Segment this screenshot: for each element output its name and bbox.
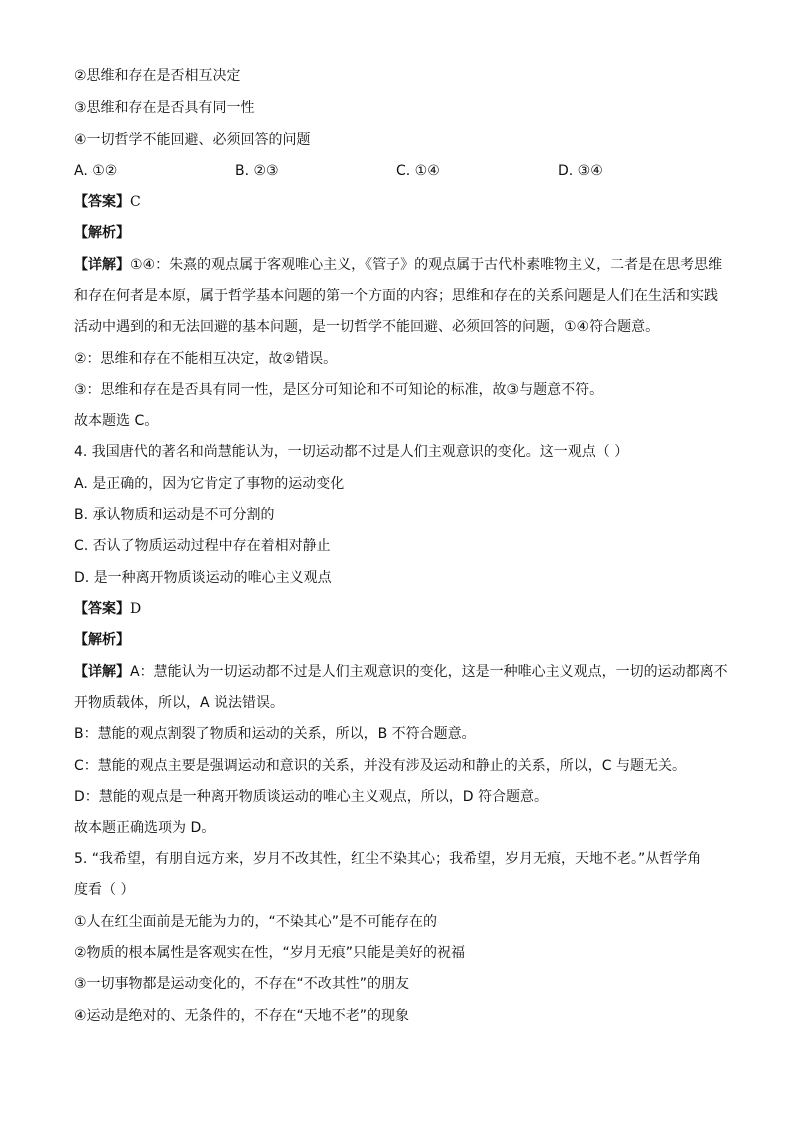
detail-label: 【详解】 [74,257,130,273]
q3-item-2: ②思维和存在是否相互决定 [74,68,241,84]
q5-stem-line-1: 5. “我希望，有朋自远方来，岁月不改其性，红尘不染其心；我希望，岁月无痕，天地不老。”从哲学角 [74,851,702,867]
q5-item-2: ②物质的根本属性是客观实在性，“岁月无痕”只能是美好的祝福 [74,945,466,961]
q3-option-d: D. ③④ [558,163,603,179]
q5-item-4: ④运动是绝对的、无条件的，不存在“天地不老”的现象 [74,1008,410,1024]
q4-detail-line-1 [74,662,728,682]
answer-value: D [130,601,142,617]
q4-option-c: C. 否认了物质运动过程中存在着相对静止 [74,538,331,554]
q3-detail-line-3: 活动中遇到的和无法回避的基本问题，是一切哲学不能回避、必须回答的问题，①④符合题意。 [74,319,660,335]
answer-label: 【答案】 [74,194,130,210]
q5-stem-line-2: 度看（ ） [74,882,135,898]
q4-stem: 4. 我国唐代的著名和尚慧能认为，一切运动都不过是人们主观意识的变化。这一观点（ ） [74,444,629,460]
q3-detail-line-1 [74,255,724,275]
detail-text: ①④：朱熹的观点属于客观唯心主义，《管子》的观点属于古代朴素唯物主义，二者是在思考思维 [130,257,723,273]
q3-detail-line-2: 和存在何者是本原，属于哲学基本问题的第一个方面的内容；思维和存在的关系问题是人们在生活和实践 [74,288,718,304]
q4-analysis-label: 【解析】 [74,632,130,648]
q3-conclusion: 故本题选 C。 [74,413,159,429]
q3-detail-line-4: ②：思维和存在不能相互决定，故②错误。 [74,351,338,367]
answer-label: 【答案】 [74,601,130,617]
q5-item-3: ③一切事物都是运动变化的，不存在“不改其性”的朋友 [74,976,410,992]
q3-option-b: B. ②③ [235,163,279,179]
q3-analysis-label: 【解析】 [74,225,130,241]
q4-detail-line-2: 开物质载体，所以，A 说法错误。 [74,695,285,711]
q4-conclusion: 故本题正确选项为 D。 [74,820,216,836]
q3-answer [74,192,724,212]
detail-label: 【详解】 [74,664,130,680]
q4-detail-line-5: D：慧能的观点是一种离开物质谈运动的唯心主义观点，所以，D 符合题意。 [74,789,549,805]
detail-text: A：慧能认为一切运动都不过是人们主观意识的变化，这是一种唯心主义观点，一切的运动都离不 [130,664,728,680]
q4-detail-line-3: B：慧能的观点割裂了物质和运动的关系，所以，B 不符合题意。 [74,726,476,742]
answer-value: C [130,194,141,210]
q3-option-c: C. ①④ [396,163,440,179]
q3-item-3: ③思维和存在是否具有同一性 [74,100,255,116]
q3-option-a: A. ①② [74,163,118,179]
q4-answer [74,599,724,619]
q4-option-b: B. 承认物质和运动是不可分割的 [74,507,275,523]
q4-option-a: A. 是正确的，因为它肯定了事物的运动变化 [74,476,345,492]
q4-detail-line-4: C：慧能的观点主要是强调运动和意识的关系，并没有涉及运动和静止的关系，所以，C 与题无关。 [74,758,686,774]
q5-item-1: ①人在红尘面前是无能为力的，“不染其心”是不可能存在的 [74,914,438,930]
q3-item-4: ④一切哲学不能回避、必须回答的问题 [74,132,311,148]
q3-detail-line-5: ③：思维和存在是否具有同一性，是区分可知论和不可知论的标准，故③与题意不符。 [74,382,604,398]
q4-option-d: D. 是一种离开物质谈运动的唯心主义观点 [74,570,332,586]
